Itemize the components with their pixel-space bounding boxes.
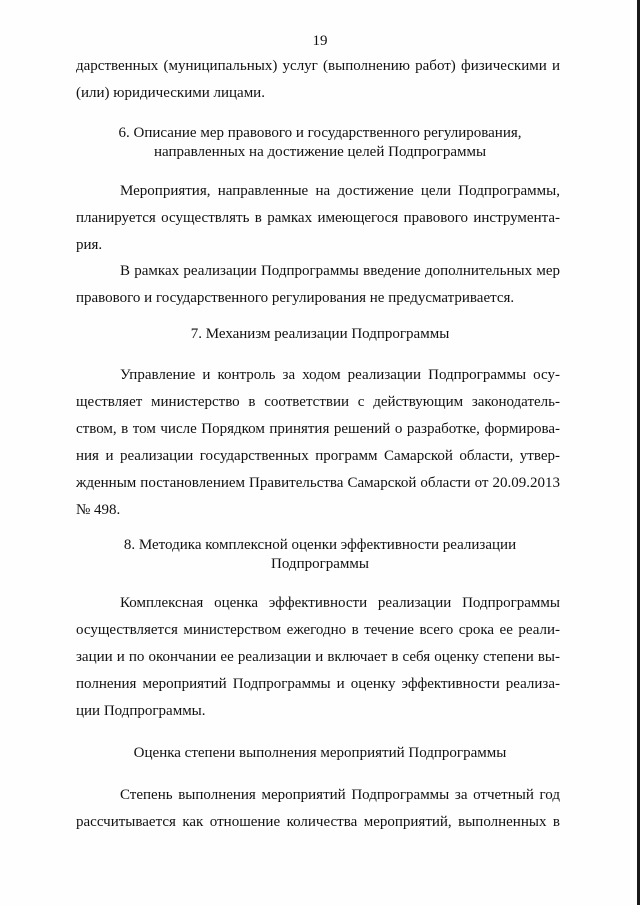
text-line: Управление и контроль за ходом реализации Подпрограммы осу-	[120, 367, 560, 383]
text-line: осуществляется министерством ежегодно в течение всего срока ее реали-	[76, 622, 560, 638]
section-8-paragraph	[76, 590, 560, 725]
section-8-heading	[0, 536, 640, 574]
text-line: правового и государственного регулирования не предусматривается.	[76, 290, 515, 306]
text-line: ния и реализации государственных программ Самарской области, утвер-	[76, 448, 560, 464]
text-line: Степень выполнения мероприятий Подпрограммы за отчетный год	[120, 787, 560, 803]
subsection-paragraph	[76, 782, 560, 836]
section-6-heading	[0, 124, 640, 162]
text-line: ществляет министерство в соответствии с действующим законодатель-	[76, 394, 560, 410]
heading-line: Оценка степени выполнения мероприятий Подпрограммы	[133, 745, 507, 761]
intro-paragraph	[76, 53, 560, 107]
text-line: планируется осуществлять в рамках имеющегося правового инструмента-	[76, 210, 560, 226]
text-line: № 498.	[76, 502, 121, 518]
text-line: рия.	[76, 237, 103, 253]
section-6-paragraph-1	[76, 178, 560, 259]
text-line: Комплексная оценка эффективности реализации Подпрограммы	[120, 595, 560, 611]
text-line: зации и по окончании ее реализации и включает в себя оценку степени вы-	[76, 649, 560, 665]
text-line: ции Подпрограммы.	[76, 703, 206, 719]
subsection-heading	[0, 744, 640, 763]
text-line: ством, в том числе Порядком принятия решений о разработке, формирова-	[76, 421, 560, 437]
heading-line: 8. Методика комплексной оценки эффективности реализации	[123, 537, 517, 553]
text-line: рассчитывается как отношение количества мероприятий, выполненных в	[76, 814, 560, 830]
heading-line: направленных на достижение целей Подпрограммы	[153, 144, 487, 160]
heading-line: Подпрограммы	[271, 556, 369, 572]
page-number: 19	[312, 33, 328, 49]
heading-line: 7. Механизм реализации Подпрограммы	[190, 326, 450, 342]
text-line: (или) юридическими лицами.	[76, 85, 265, 101]
text-line: полнения мероприятий Подпрограммы и оценку эффективности реализа-	[76, 676, 560, 692]
section-6-paragraph-2	[76, 258, 560, 312]
section-7-heading	[0, 325, 640, 344]
text-line: жденным постановлением Правительства Самарской области от 20.09.2013	[76, 475, 560, 491]
text-line: дарственных (муниципальных) услуг (выполнению работ) физическими и	[76, 58, 560, 74]
heading-line: 6. Описание мер правового и государственного регулирования,	[118, 125, 522, 141]
text-line: В рамках реализации Подпрограммы введение дополнительных мер	[120, 263, 560, 279]
section-7-paragraph	[76, 362, 560, 524]
text-line: Мероприятия, направленные на достижение цели Подпрограммы,	[120, 183, 560, 199]
